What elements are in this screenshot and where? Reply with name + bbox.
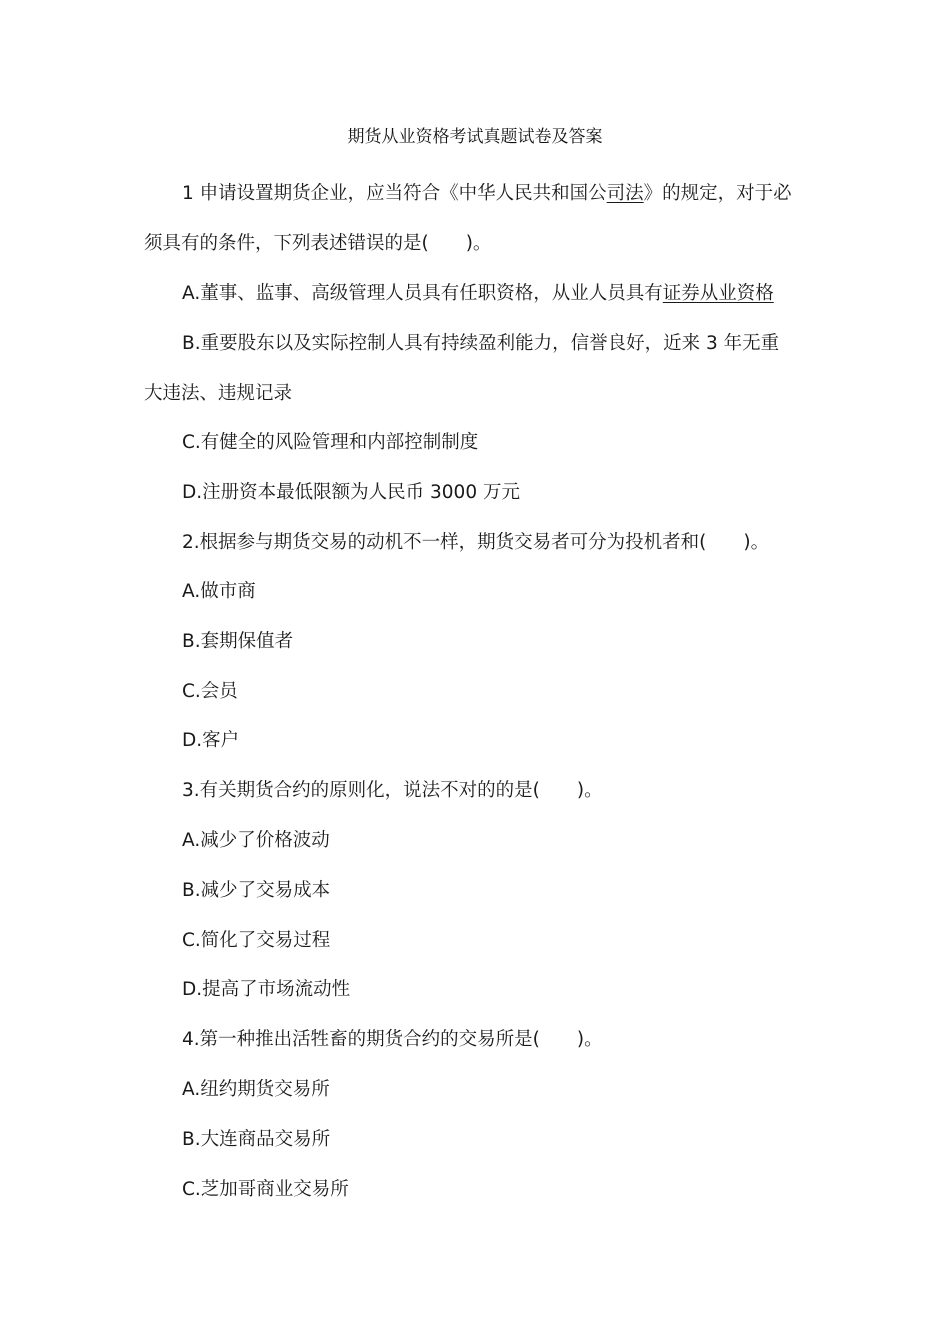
q1-option-c: C.有健全的风险管理和内部控制制度 (182, 432, 479, 453)
q2-option-c: C.会员 (182, 681, 238, 702)
q2-stem: 2.根据参与期货交易的动机不一样，期货交易者可分为投机者和( )。 (182, 532, 770, 553)
q4-option-b: B.大连商品交易所 (182, 1129, 331, 1150)
q4-option-c: C.芝加哥商业交易所 (182, 1179, 349, 1200)
q3-option-a: A.减少了价格波动 (182, 830, 330, 851)
q1-option-a-text: A.董事、监事、高级管理人员具有任职资格，从业人员具有 (182, 283, 663, 304)
q4-option-a: A.纽约期货交易所 (182, 1079, 330, 1100)
q1-option-a (144, 269, 796, 319)
q1-option-d: D.注册资本最低限额为人民币 3000 万元 (182, 482, 520, 503)
q2-option-a: A.做市商 (182, 581, 256, 602)
q1-stem-underlined: 司法 (606, 183, 644, 204)
q1-option-b: B.重要股东以及实际控制人具有持续盈利能力，信誉良好，近来 3 年无重大违法、违规记录 (144, 333, 780, 404)
q2-option-b: B.套期保值者 (182, 631, 294, 652)
q1-option-a-underlined: 证券从业资格 (662, 283, 774, 304)
q1-stem-text-1: 1 申请设置期货企业，应当符合《中华人民共和国公 (182, 183, 607, 204)
q3-option-d: D.提高了市场流动性 (182, 979, 351, 1000)
q1-stem-text-2: 》的规定，对于必须具有的条件，下列表述错误的是( )。 (144, 183, 792, 254)
q1-stem (144, 169, 796, 269)
q3-option-c: C.简化了交易过程 (182, 930, 331, 951)
q2-option-d: D.客户 (182, 730, 240, 751)
document-title: 期货从业资格考试真题试卷及答案 (347, 127, 603, 147)
q3-stem: 3.有关期货合约的原则化，说法不对的的是( )。 (182, 780, 603, 801)
q4-stem: 4.第一种推出活牲畜的期货合约的交易所是( )。 (182, 1029, 603, 1050)
q3-option-b: B.减少了交易成本 (182, 880, 331, 901)
